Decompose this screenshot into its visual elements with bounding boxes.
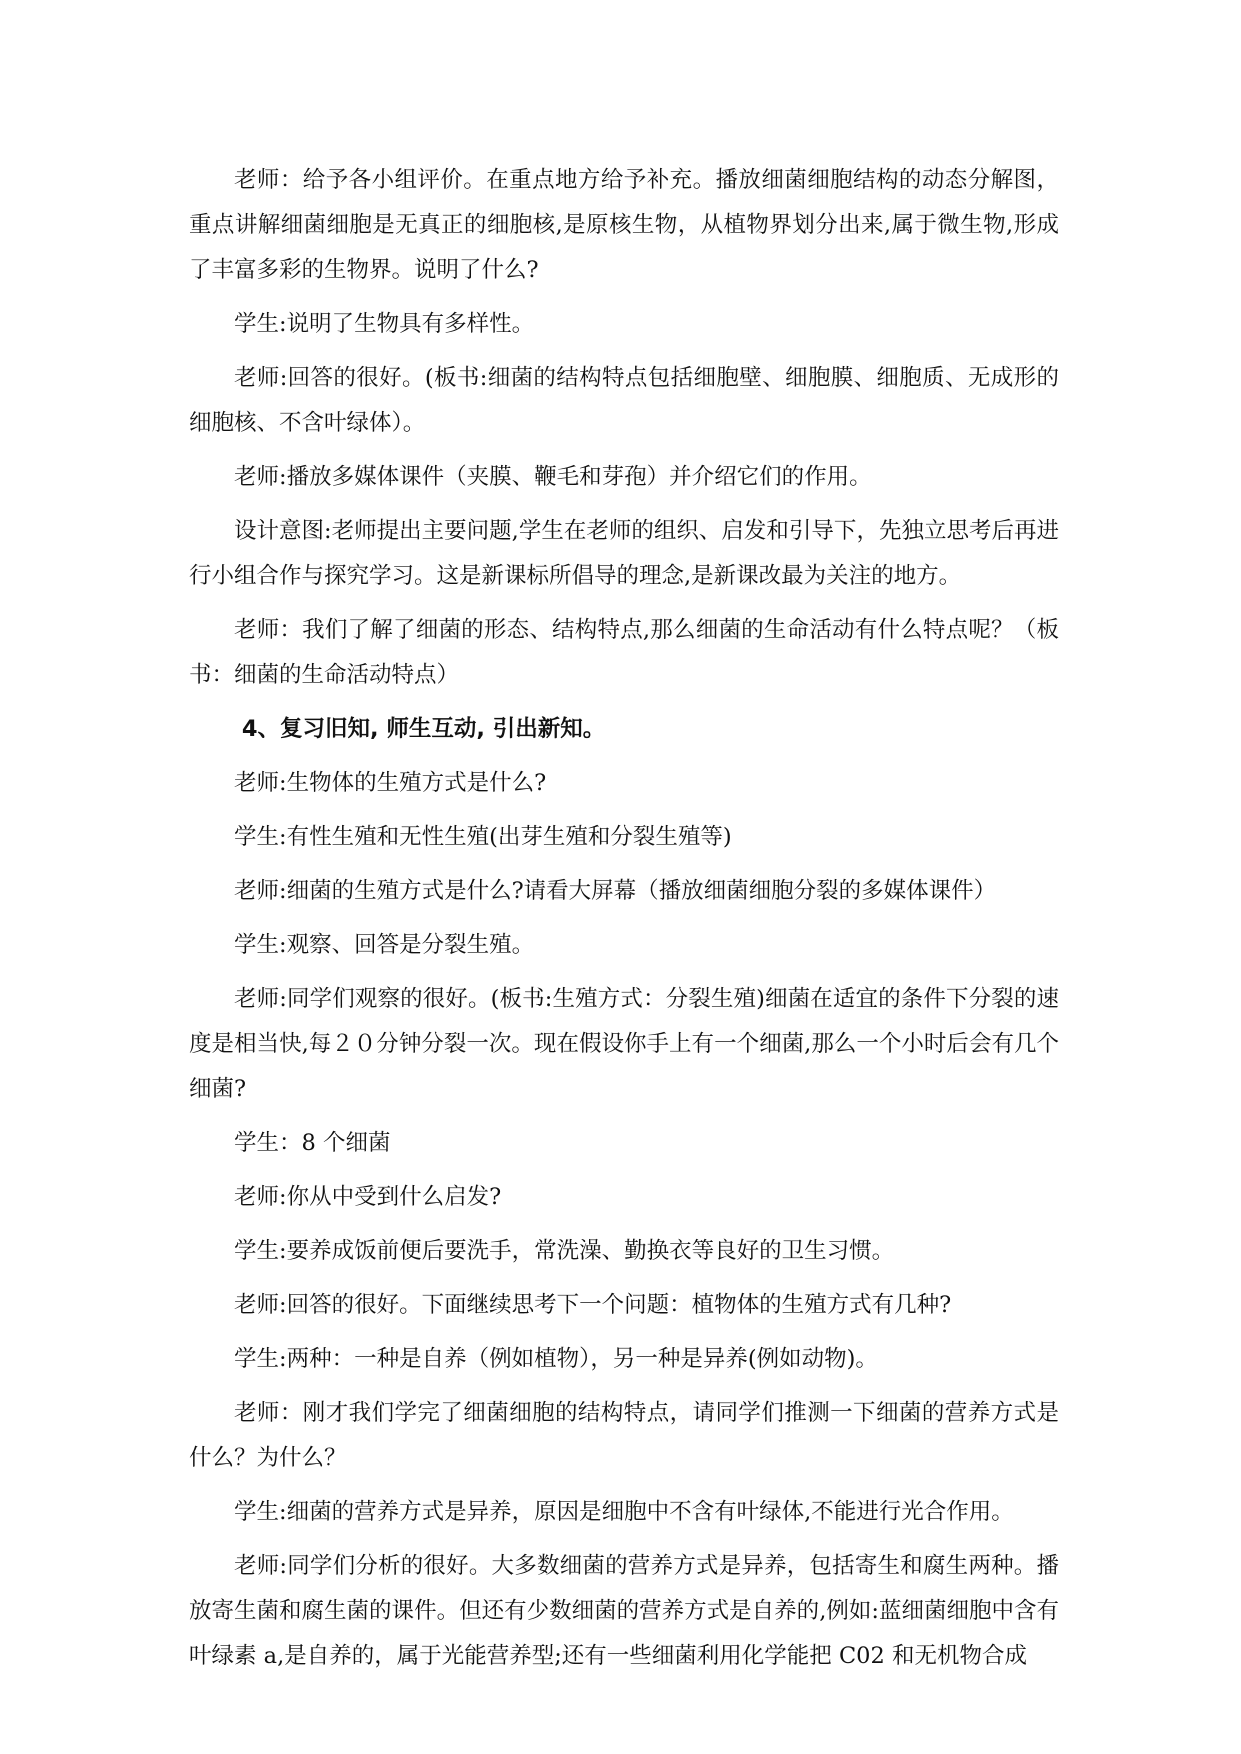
paragraph-student-heterotroph: 学生:细菌的营养方式是异养，原因是细胞中不含有叶绿体,不能进行光合作用。 (234, 1499, 1014, 1525)
paragraph-student-nutrition-types: 学生:两种：一种是自养（例如植物），另一种是异养(例如动物)。 (234, 1346, 878, 1372)
paragraph-teacher-division-speed: 老师:同学们观察的很好。(板书:生殖方式：分裂生殖)细菌在适宜的条件下分裂的速度是相当快,每２０分钟分裂一次。现在假设你手上有一个细菌,那么一个小时后会有几个细菌? (189, 986, 1059, 1102)
paragraph-teacher-next-question: 老师:回答的很好。下面继续思考下一个问题：植物体的生殖方式有几种? (234, 1292, 952, 1318)
paragraph-student-eight-bacteria: 学生：8 个细菌 (234, 1130, 391, 1156)
paragraph-teacher-nutrition-explain: 老师:同学们分析的很好。大多数细菌的营养方式是异养，包括寄生和腐生两种。播放寄生菌和腐生菌的课件。但还有少数细菌的营养方式是自养的,例如:蓝细菌细胞中含有叶绿素 a,是自养的，属于光能营养型;还有一些细菌利用化学能把 C02 和无机物合成 (189, 1553, 1059, 1669)
paragraph-teacher-reproduction-question: 老师:生物体的生殖方式是什么? (234, 770, 547, 796)
paragraph-student-reproduction-answer: 学生:有性生殖和无性生殖(出芽生殖和分裂生殖等) (234, 824, 732, 850)
paragraph-teacher-bacteria-reproduction: 老师:细菌的生殖方式是什么?请看大屏幕（播放细菌细胞分裂的多媒体课件） (234, 878, 997, 904)
paragraph-teacher-structure-board: 老师:回答的很好。(板书:细菌的结构特点包括细胞壁、细胞膜、细胞质、无成形的细胞核、不含叶绿体）。 (189, 365, 1059, 436)
paragraph-teacher-life-activity: 老师：我们了解了细菌的形态、结构特点,那么细菌的生命活动有什么特点呢？（板书：细菌的生命活动特点） (189, 617, 1059, 688)
document-body (189, 158, 1059, 1688)
paragraph-student-diversity: 学生:说明了生物具有多样性。 (234, 311, 535, 337)
section-heading: 4、复习旧知, 师生互动, 引出新知。 (241, 716, 606, 742)
paragraph-teacher-evaluation: 老师：给予各小组评价。在重点地方给予补充。播放细菌细胞结构的动态分解图，重点讲解细菌细胞是无真正的细胞核,是原核生物，从植物界划分出来,属于微生物,形成了丰富多彩的生物界。说明了什么? (189, 167, 1059, 283)
paragraph-teacher-nutrition-question: 老师：刚才我们学完了细菌细胞的结构特点，请同学们推测一下细菌的营养方式是什么？为什么？ (189, 1400, 1059, 1471)
paragraph-student-hygiene: 学生:要养成饭前便后要洗手，常洗澡、勤换衣等良好的卫生习惯。 (234, 1238, 895, 1264)
paragraph-student-fission: 学生:观察、回答是分裂生殖。 (234, 932, 535, 958)
paragraph-teacher-multimedia: 老师:播放多媒体课件（夹膜、鞭毛和芽孢）并介绍它们的作用。 (234, 464, 872, 490)
paragraph-teacher-inspiration: 老师:你从中受到什么启发? (234, 1184, 502, 1210)
paragraph-design-intent: 设计意图:老师提出主要问题,学生在老师的组织、启发和引导下，先独立思考后再进行小组合作与探究学习。这是新课标所倡导的理念,是新课改最为关注的地方。 (189, 518, 1059, 589)
